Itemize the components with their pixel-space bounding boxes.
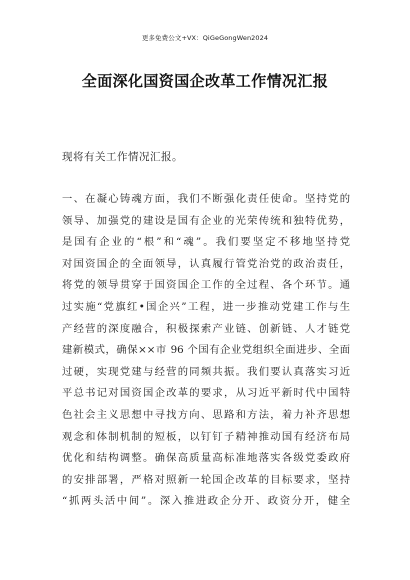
body-line: 过实施“党旗红•国企兴”工程，进一步推动党建工作与生	[62, 300, 350, 313]
intro-paragraph: 现将有关工作情况汇报。	[62, 151, 183, 163]
body-line: 产经营的深度融合，积极探索产业链、创新链、人才链党	[62, 322, 350, 335]
body-line: 一、在凝心铸魂方面，我们不断强化责任使命。坚持党的	[62, 193, 350, 205]
document-title: 全面深化国资国企改革工作情况汇报	[81, 72, 329, 90]
body-line: 领导、加强党的建设是国有企业的光荣传统和独特优势，	[62, 214, 350, 227]
header-note: 更多免费公文+VX：QiGeGongWen2024	[141, 34, 269, 42]
body-line: 建新模式，确保××市 96 个国有企业党组织全面进步、全面	[62, 344, 350, 357]
body-line: 观念和体制机制的短板，以钉钉子精神推动国有经济布局	[62, 430, 350, 443]
body-line: 是国有企业的“根”和“魂”。我们要坚定不移地坚持党	[62, 236, 350, 249]
body-line: 平总书记对国资国企改革的要求，从习近平新时代中国特	[62, 387, 350, 400]
body-line: 的安排部署，严格对照新一轮国企改革的目标要求，坚持	[62, 473, 350, 486]
body-line: 优化和结构调整。确保高质量高标准地落实各级党委政府	[62, 452, 350, 465]
body-line: 对国资国企的全面领导，认真履行管党治党的政治责任，	[62, 257, 350, 270]
body-text	[62, 189, 350, 513]
body-line: “抓两头活中间”。深入推进政企分开、政资分开，健全	[62, 495, 350, 508]
body-line: 色社会主义思想中寻找方向、思路和方法，着力补齐思想	[62, 408, 350, 421]
body-line: 将党的领导贯穿于国资国企工作的全过程、各个环节。通	[62, 279, 350, 292]
body-line: 过硬，实现党建与经营的同频共振。我们要认真落实习近	[62, 365, 350, 378]
